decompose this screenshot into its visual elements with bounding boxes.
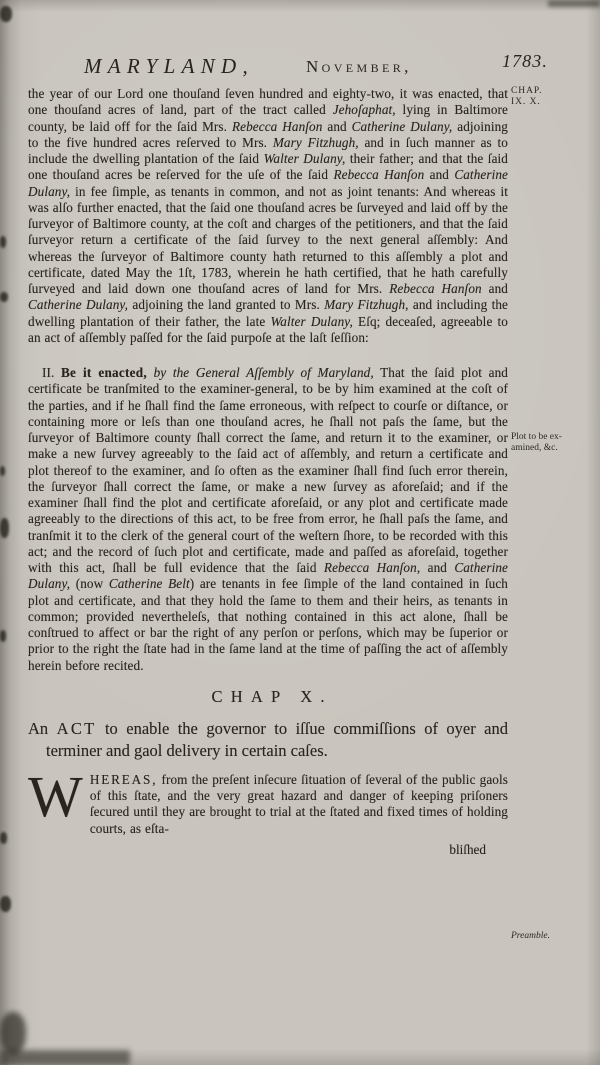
chapter-heading: CHAP X. xyxy=(211,686,333,706)
paragraph-preamble xyxy=(28,763,508,837)
act-title: An ACT to enable the governor to iſſue commiſſions of oyer and terminer and gaol delivery in certain caſes. xyxy=(28,718,509,760)
ink-smudge xyxy=(0,292,8,302)
ink-smudge xyxy=(0,6,12,22)
page-header xyxy=(0,50,600,82)
preamble-text: HEREAS, from the preſent inſecure ſituation of ſeveral of the public gaols of this ſtate, and the very great hazard and danger of keeping priſoners ſecured until they are brought to trial at the ſtated and fixed times of holding courts, as eſta- xyxy=(89,771,508,836)
margin-note-preamble: Preamble. xyxy=(511,931,550,941)
text-column xyxy=(28,86,508,858)
ink-smudge xyxy=(0,518,9,538)
running-title-year: 1783. xyxy=(502,51,548,71)
margin-note-plot-line2: amined, &c. xyxy=(511,443,558,453)
margin-note-chapter-line2: IX. X. xyxy=(511,97,541,107)
ink-smudge xyxy=(0,466,5,476)
margin-note-chapter xyxy=(511,86,597,108)
ink-smudge xyxy=(0,896,11,912)
margin-note-plot xyxy=(511,432,597,454)
ink-smudge xyxy=(0,630,6,642)
margin-note-plot-line1: Plot to be ex- xyxy=(511,432,562,442)
catchword: bliſhed xyxy=(449,841,486,857)
ink-smudge xyxy=(0,1050,130,1065)
paragraph-section-2: II. Be it enacted, by the General Aſſembly of Maryland, That the ſaid plot and certificate be tranſmited to the examiner-general, to be by him examined at the coſt of the parties, and if he ſhall find the ſame erroneous, with reſpect to courſe or diſtance, or containing more or leſs than one thouſand acres, he ſhall not paſs the ſame, but the ſurveyor of Baltimore county ſhall correct the ſame, and return it to the examiner, or make a new ſurvey agreeably to the ſaid act of aſſembly, and return a certificate and plot thereof to the examiner, and ſo often as the examiner ſhall find ſuch error therein, the ſurveyor ſhall correct the ſame, or make a new ſurvey as aforeſaid; and if the examiner ſhall find the plot and certificate aforeſaid, or any plot and certificate made agreeably to the directions of this act, to be free from error, he ſhall paſs the ſame, and tranſmit it to the clerk of the general court of the weſtern ſhore, to be recorded with this act; and the record of ſuch plot and certificate, made and paſſed as aforeſaid, together with this act, ſhall be full evidence that the ſaid Rebecca Hanſon, and Catherine Dulany, (now Catherine Belt) are tenants in fee ſimple of the land contained in ſuch plot and certificate, and that they hold the ſame to them and their heirs, as tenants in common; provided nevertheleſs, that nothing contained in this act alone, ſhall be conſtrued to affect or bar the right of any perſon or perſons, which may be ſuperior or prior to the right the ſtate had in the ſame land at the time of paſſing the act of aſſembly herein before recited. xyxy=(28,365,509,673)
running-title-month: November, xyxy=(306,57,412,76)
ink-smudge xyxy=(0,236,6,248)
margin-note-chapter-line1: CHAP. xyxy=(511,86,543,96)
paragraph-act-recital: the year of our Lord one thouſand ſeven hundred and eighty-two, it was enacted, that one thouſand acres of land, part of the tract called Jehoſaphat, lying in Baltimore county, be laid off for the ſaid Mrs. Rebecca Hanſon and Catherine Dulany, adjoining to the five hundred acres reſerved to Mrs. Mary Fitzhugh, and in ſuch manner as to include the dwelling plantation of the ſaid Walter Dulany, their father; and that the ſaid one thouſand acres be reſerved for the uſe of the ſaid Rebecca Hanſon and Catherine Dulany, in fee ſimple, as tenants in common, and not as joint tenants: And whereas it was alſo further enacted, that the ſaid one thouſand acres be ſurveyed and laid off by the ſurveyor of Baltimore county, at the coſt and charges of the petitioners, and that the ſaid ſurveyor return a certificate of the ſaid ſurvey to the next general aſſembly: And whereas the ſurveyor of Baltimore county hath returned to this aſſembly a plot and certificate, dated May the 1ſt, 1783, wherein he hath certified, that he hath carefully ſurveyed and laid down one thouſand acres of land for Mrs. Rebecca Hanſon and Catherine Dulany, adjoining the land granted to Mrs. Mary Fitzhugh, and including the dwelling plantation of their father, the late Walter Dulany, Eſq; deceaſed, agreeable to an act of aſſembly paſſed for the ſaid purpoſe at the laſt ſeſſion: xyxy=(28,86,509,345)
ink-smudge xyxy=(0,1012,26,1054)
running-title-state: MARYLAND, xyxy=(84,54,255,78)
drop-cap-w: W xyxy=(28,763,83,829)
ink-smudge xyxy=(548,0,600,7)
ink-smudge xyxy=(0,832,7,844)
